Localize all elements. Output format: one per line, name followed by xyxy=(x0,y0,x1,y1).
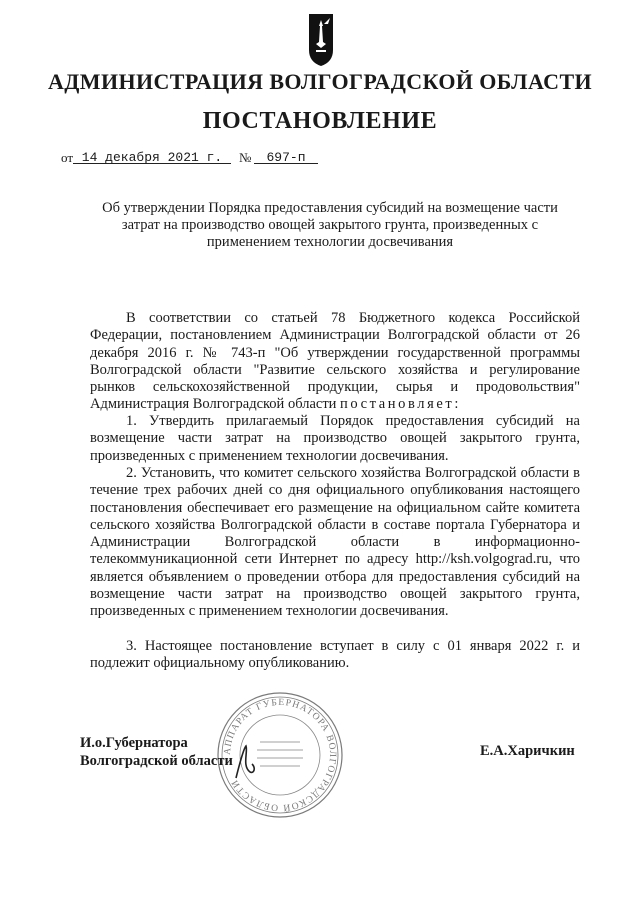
paragraph-item-3 xyxy=(90,638,580,673)
organization-name: АДМИНИСТРАЦИЯ ВОЛГОГРАДСКОЙ ОБЛАСТИ xyxy=(47,69,593,94)
paragraph-item-2 xyxy=(90,465,580,621)
item-1-text: 1. Утвердить прилагаемый Порядок предоставления субсидий на возмещение части затрат на производство овощей закрытого грунта, произведенных с применением технологии досвечивания. xyxy=(90,413,580,464)
date-label: от xyxy=(61,150,74,165)
resolution-word: постановляет: xyxy=(340,396,461,413)
seal-outer-text: АППАРАТ ГУБЕРНАТОРА ВОЛГОГРАДСКОЙ ОБЛАСТИ xyxy=(222,697,338,813)
signatory-position xyxy=(80,734,233,770)
handwritten-signature-icon xyxy=(232,742,260,782)
paragraph-item-1 xyxy=(90,413,580,465)
document-date: 14 декабря 2021 г. xyxy=(81,150,223,165)
item-2-text: 2. Установить, что комитет сельского хозяйства Волгоградской области в течение трех рабочих дней со дня официального опубликования настоящего постановления обеспечивает его размещение на официальном сайте комитета сельского хозяйства Волгоградской области в составе портала Губернатора и Администрации Волгоградской области в информационно-телекоммуникационной сети Интернет по адресу http://ksh.volgograd.ru, что является объявлением о проведении отбора для предоставления субсидий на возмещение части затрат на производство овощей закрытого грунта, произведенных с применением технологии досвечивания. xyxy=(90,465,580,620)
signatory-position-line-1: И.о.Губернатора xyxy=(80,735,188,751)
number-underline xyxy=(254,163,318,164)
date-underline xyxy=(73,163,231,164)
preamble-text: В соответствии со статьей 78 Бюджетного кодекса Российской Федерации, постановлением Администрации Волгоградской области от 26 декабря 2016 г. № 743-п "Об утверждении государственной программы Волгоградской области "Развитие сельского хозяйства и регулирование рынков сельскохозяйственной продукции, сырья и продовольствия" Администрация Волгоградской области xyxy=(90,310,580,413)
preamble-paragraph xyxy=(90,310,580,414)
number-label: № xyxy=(239,150,252,165)
document-number: 697-п xyxy=(266,150,306,165)
signatory-name: Е.А.Харичкин xyxy=(480,743,575,759)
document-subject: Об утверждении Порядка предоставления субсидий на возмещение части затрат на производство овощей закрытого грунта, произведенных с применением технологии досвечивания xyxy=(102,200,558,250)
coat-of-arms-icon xyxy=(307,12,335,68)
document-type-title: ПОСТАНОВЛЕНИЕ xyxy=(202,108,438,134)
item-3-text: 3. Настоящее постановление вступает в силу с 01 января 2022 г. и подлежит официальному опубликованию. xyxy=(90,638,580,672)
signatory-position-line-2: Волгоградской области xyxy=(80,753,233,769)
